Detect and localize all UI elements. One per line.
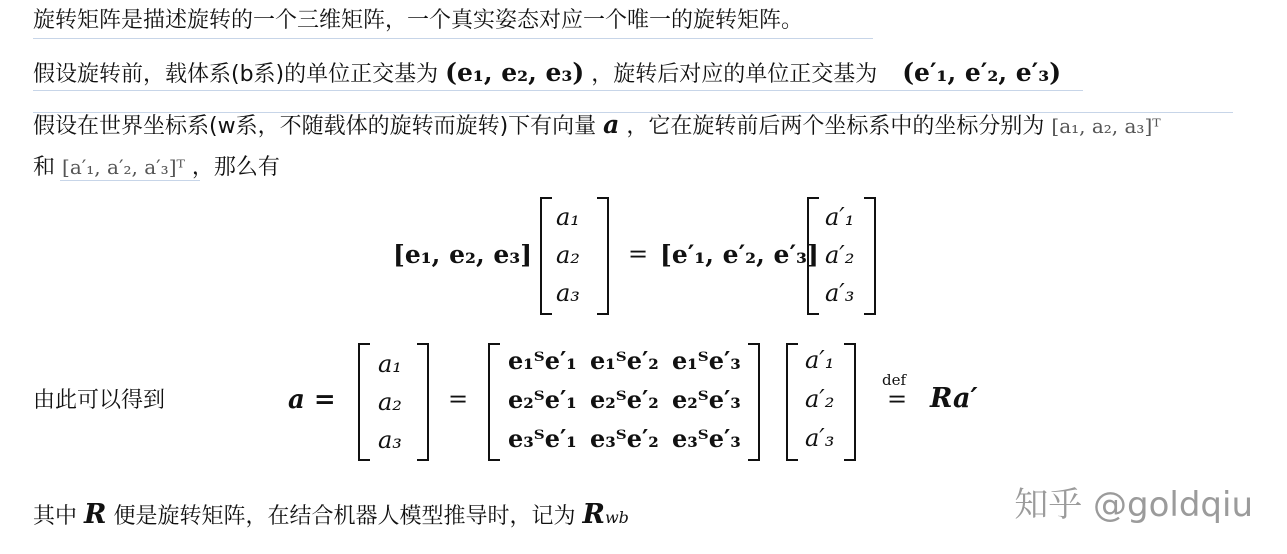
vector-sentence xyxy=(33,110,1161,142)
eq1-vec-right-2: a′₂ xyxy=(825,241,855,269)
eq2-vec-2: a₂ xyxy=(378,388,402,416)
matrix-cell-3-3: e₃ᵀe′₃ xyxy=(672,424,741,453)
coords-text-0: 和 xyxy=(33,155,56,180)
eq2-vec-prime-3: a′₃ xyxy=(805,424,835,452)
eq2-lhs: a = xyxy=(288,385,336,415)
symbol-Rwb xyxy=(582,499,628,530)
intro-sentence: 旋转矩阵是描述旋转的一个三维矩阵，一个真实姿态对应一个唯一的旋转矩阵。 xyxy=(33,8,804,33)
eq1-bracket-left-open xyxy=(540,197,552,315)
eq2-def-label: def xyxy=(882,371,907,389)
line-rule xyxy=(33,90,1083,91)
eq1-vec-left-2: a₂ xyxy=(556,241,580,269)
eq1-vec-right-3: a′₃ xyxy=(825,279,855,307)
basis-text-2: ，旋转后对应的单位正交基为 xyxy=(591,62,878,87)
eq2-equals: = xyxy=(448,385,469,413)
vector-text-2: ，它在旋转前后两个坐标系中的坐标分别为 xyxy=(626,114,1045,139)
coords-text-1: ，那么有 xyxy=(191,155,280,180)
symbol-Rwb-sub: wb xyxy=(604,508,629,527)
basis-before: (e₁, e₂, e₃) xyxy=(445,58,585,87)
eq1-bracket-right-open xyxy=(807,197,819,315)
eq1-basis-left: [e₁, e₂, e₃] xyxy=(393,240,533,269)
matrix-cell-1-2: e₁ᵀe′₂ xyxy=(590,346,659,375)
eq2-matrix-bracket-open xyxy=(488,343,500,461)
conclusion-sentence xyxy=(33,500,629,533)
eq2-vec-1: a₁ xyxy=(378,350,402,378)
symbol-Rwb-base: R xyxy=(582,499,605,530)
coords-before: [a₁, a₂, a₃]ᵀ xyxy=(1051,114,1161,138)
eq2-prime-bracket-close xyxy=(844,343,856,461)
matrix-cell-2-1: e₂ᵀe′₁ xyxy=(508,385,577,414)
eq2-prime-bracket-open xyxy=(786,343,798,461)
eq2-def-equals: = xyxy=(887,385,908,413)
vector-text-1: 假设在世界坐标系(w系，不随载体的旋转而旋转)下有向量 xyxy=(33,114,597,139)
eq2-rhs: Ra′ xyxy=(930,383,978,414)
vector-a: a xyxy=(603,110,620,139)
basis-after: (e′₁, e′₂, e′₃) xyxy=(902,58,1062,87)
eq1-vec-right-1: a′₁ xyxy=(825,203,855,231)
eq2-vec-bracket-open xyxy=(358,343,370,461)
zhihu-watermark: 知乎 @goldqiu xyxy=(1014,485,1253,525)
eq2-vec-bracket-close xyxy=(417,343,429,461)
eq1-equals: = xyxy=(628,240,649,268)
eq1-bracket-right-close xyxy=(864,197,876,315)
matrix-cell-2-3: e₂ᵀe′₃ xyxy=(672,385,741,414)
matrix-cell-1-1: e₁ᵀe′₁ xyxy=(508,346,577,375)
eq2-vec-prime-2: a′₂ xyxy=(805,385,835,413)
line-rule xyxy=(33,38,873,39)
eq2-vec-prime-1: a′₁ xyxy=(805,346,835,374)
eq1-bracket-left-close xyxy=(597,197,609,315)
eq1-basis-right: [e′₁, e′₂, e′₃] xyxy=(660,240,819,269)
eq2-vec-3: a₃ xyxy=(378,426,402,454)
basis-text-1: 假设旋转前，载体系(b系)的单位正交基为 xyxy=(33,62,439,87)
matrix-cell-3-2: e₃ᵀe′₂ xyxy=(590,424,659,453)
coords-after: [a′₁, a′₂, a′₃]ᵀ xyxy=(62,155,185,179)
eq1-vec-left-1: a₁ xyxy=(556,203,580,231)
derive-label: 由此可以得到 xyxy=(33,388,166,413)
symbol-R: R xyxy=(84,499,107,530)
coords-sentence xyxy=(33,152,280,183)
basis-sentence xyxy=(33,58,1061,90)
eq1-vec-left-3: a₃ xyxy=(556,279,580,307)
matrix-cell-1-3: e₁ᵀe′₃ xyxy=(672,346,741,375)
matrix-cell-2-2: e₂ᵀe′₂ xyxy=(590,385,659,414)
eq2-matrix-bracket-close xyxy=(748,343,760,461)
matrix-cell-3-1: e₃ᵀe′₁ xyxy=(508,424,577,453)
conclusion-text-1: 其中 xyxy=(33,504,78,529)
conclusion-text-2: 便是旋转矩阵，在结合机器人模型推导时，记为 xyxy=(113,504,576,529)
